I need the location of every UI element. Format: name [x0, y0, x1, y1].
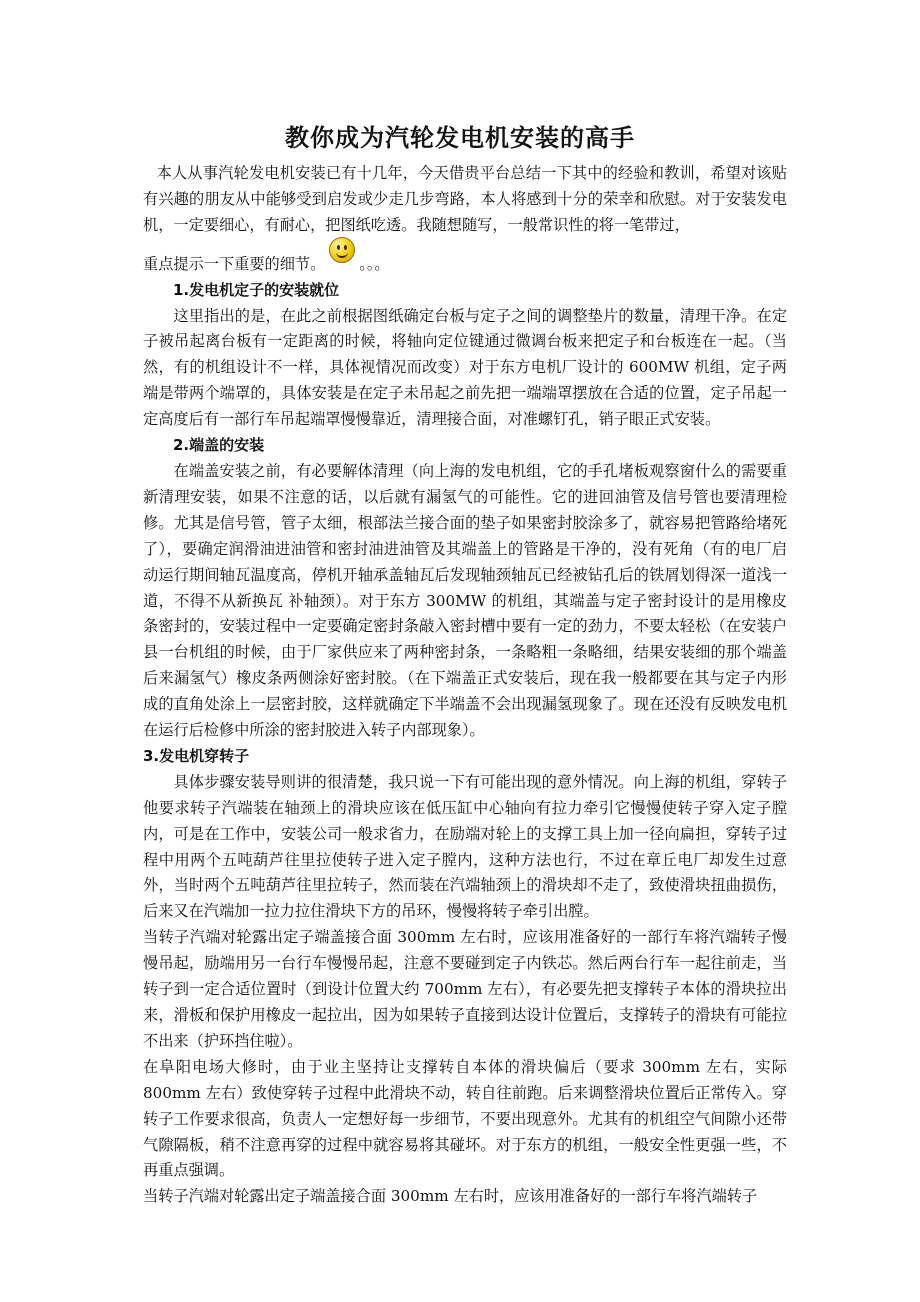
intro-last-text: 重点提示一下重要的细节。 [143, 254, 326, 273]
smiley-face-icon [329, 237, 355, 263]
section-3-paragraph-4: 当转子汽端对轮露出定子端盖接合面 300mm 左右时，应该用准备好的一部行车将汽端转子 [143, 1187, 758, 1206]
section-2-heading: 2.端盖的安装 [173, 436, 265, 455]
section-3-paragraph-2: 当转子汽端对轮露出定子端盖接合面 300mm 左右时，应该用准备好的一部行车将汽端转子慢慢吊起，励端用另一台行车慢慢吊起，注意不要碰到定子内铁芯。然后两台行车一起往前走，当转子到一定合适位置时（到设计位置大约 700mm 左右），有必要先把支撑转子本体的滑块拉出来，滑板和保护用橡皮一起拉出，因为如果转子直接到达设计位置后，支撑转子的滑块有可能拉不出来（护环挡住啦）。 [143, 928, 787, 1050]
section-1-heading: 1.发电机定子的安装就位 [173, 280, 340, 299]
intro-paragraph: 本人从事汽轮发电机安装已有十几年，今天借贵平台总结一下其中的经验和教训，希望对该贴有兴趣的朋友从中能够受到启发或少走几步弯路，本人将感到十分的荣幸和欣慰。对于安装发电机，一定要细心，有耐心，把图纸吃透。我随想随写，一般常识性的将一笔带过， [143, 164, 787, 234]
section-3-heading: 3.发电机穿转子 [143, 746, 250, 765]
intro-ellipsis: 。。。 [359, 254, 390, 273]
section-3-paragraph-3: 在阜阳电场大修时，由于业主坚持让支撑转自本体的滑块偏后（要求 300mm 左右，实际 800mm 左右）致使穿转子过程中此滑块不动，转自往前跑。后来调整滑块位置后正常传入。穿转子工作要求很高，负责人一定想好每一步细节，不要出现意外。尤其有的机组空气间隙小还带气隙隔板，稍不注意再穿的过程中就容易将其碰坏。对于东方的机组，一般安全性更强一些，不再重点强调。 [143, 1057, 787, 1180]
section-1-paragraph: 这里指出的是，在此之前根据图纸确定台板与定子之间的调整垫片的数量，清理干净。在定子被吊起离台板有一定距离的时候，将轴向定位键通过微调台板来把定子和台板连在一起。（当然，有的机组设计不一样，具体视情况而改变）对于东方电机厂设计的 600MW 机组，定子两端是带两个端罩的，具体安装是在定子未吊起之前先把一端端罩摆放在合适的位置，定子吊起一定高度后有一部行车吊起端罩慢慢靠近，清理接合面，对准螺钉孔，销子眼正式安装。 [143, 306, 787, 429]
document-title: 教你成为汽轮发电机安装的高手 [285, 124, 635, 152]
intro-last-line [143, 247, 787, 278]
section-2-paragraph: 在端盖安装之前，有必要解体清理（向上海的发电机组，它的手孔堵板观察窗什么的需要重新清理安装，如果不注意的话，以后就有漏氢气的可能性。它的进回油管及信号管也要清理检修。尤其是信号管，管子太细，根部法兰接合面的垫子如果密封胶涂多了，就容易把管路给堵死了），要确定润滑油进油管和密封油进油管及其端盖上的管路是干净的，没有死角（有的电厂启动运行期间轴瓦温度高，停机开轴承盖轴瓦后发现轴颈轴瓦已经被钻孔后的铁屑划得深一道浅一道，不得不从新换瓦 补轴颈）。对于东方 300MW 的机组，其端盖与定子密封设计的是用橡皮条密封的，安装过程中一定要确定密封条敲入密封槽中要有一定的劲力，不要太轻松（在安装户县一台机组的时候，由于厂家供应来了两种密封条，一条略粗一条略细，结果安装细的那个端盖后来漏氢气）橡皮条两侧涂好密封胶。（在下端盖正式安装后，现在我一般都要在其与定子内形成的直角处涂上一层密封胶，这样就确定下半端盖不会出现漏氢现象了。现在还没有反映发电机在运行后检修中所涂的密封胶进入转子内部现象）。 [143, 461, 787, 740]
document-body [143, 161, 787, 1210]
section-3-paragraph-1: 具体步骤安装导则讲的很清楚，我只说一下有可能出现的意外情况。向上海的机组，穿转子他要求转子汽端装在轴颈上的滑块应该在低压缸中心轴向有拉力牵引它慢慢使转子穿入定子膛内，可是在工作中，安装公司一般求省力，在励端对轮上的支撑工具上加一径向扁担，穿转子过程中用两个五吨葫芦往里拉使转子进入定子膛内，这种方法也行，不过在章丘电厂却发生过意外，当时两个五吨葫芦往里拉转子，然而装在汽端轴颈上的滑块却不走了，致使滑块扭曲损伤，后来又在汽端加一拉力拉住滑块下方的吊环，慢慢将转子牵引出膛。 [143, 772, 787, 921]
